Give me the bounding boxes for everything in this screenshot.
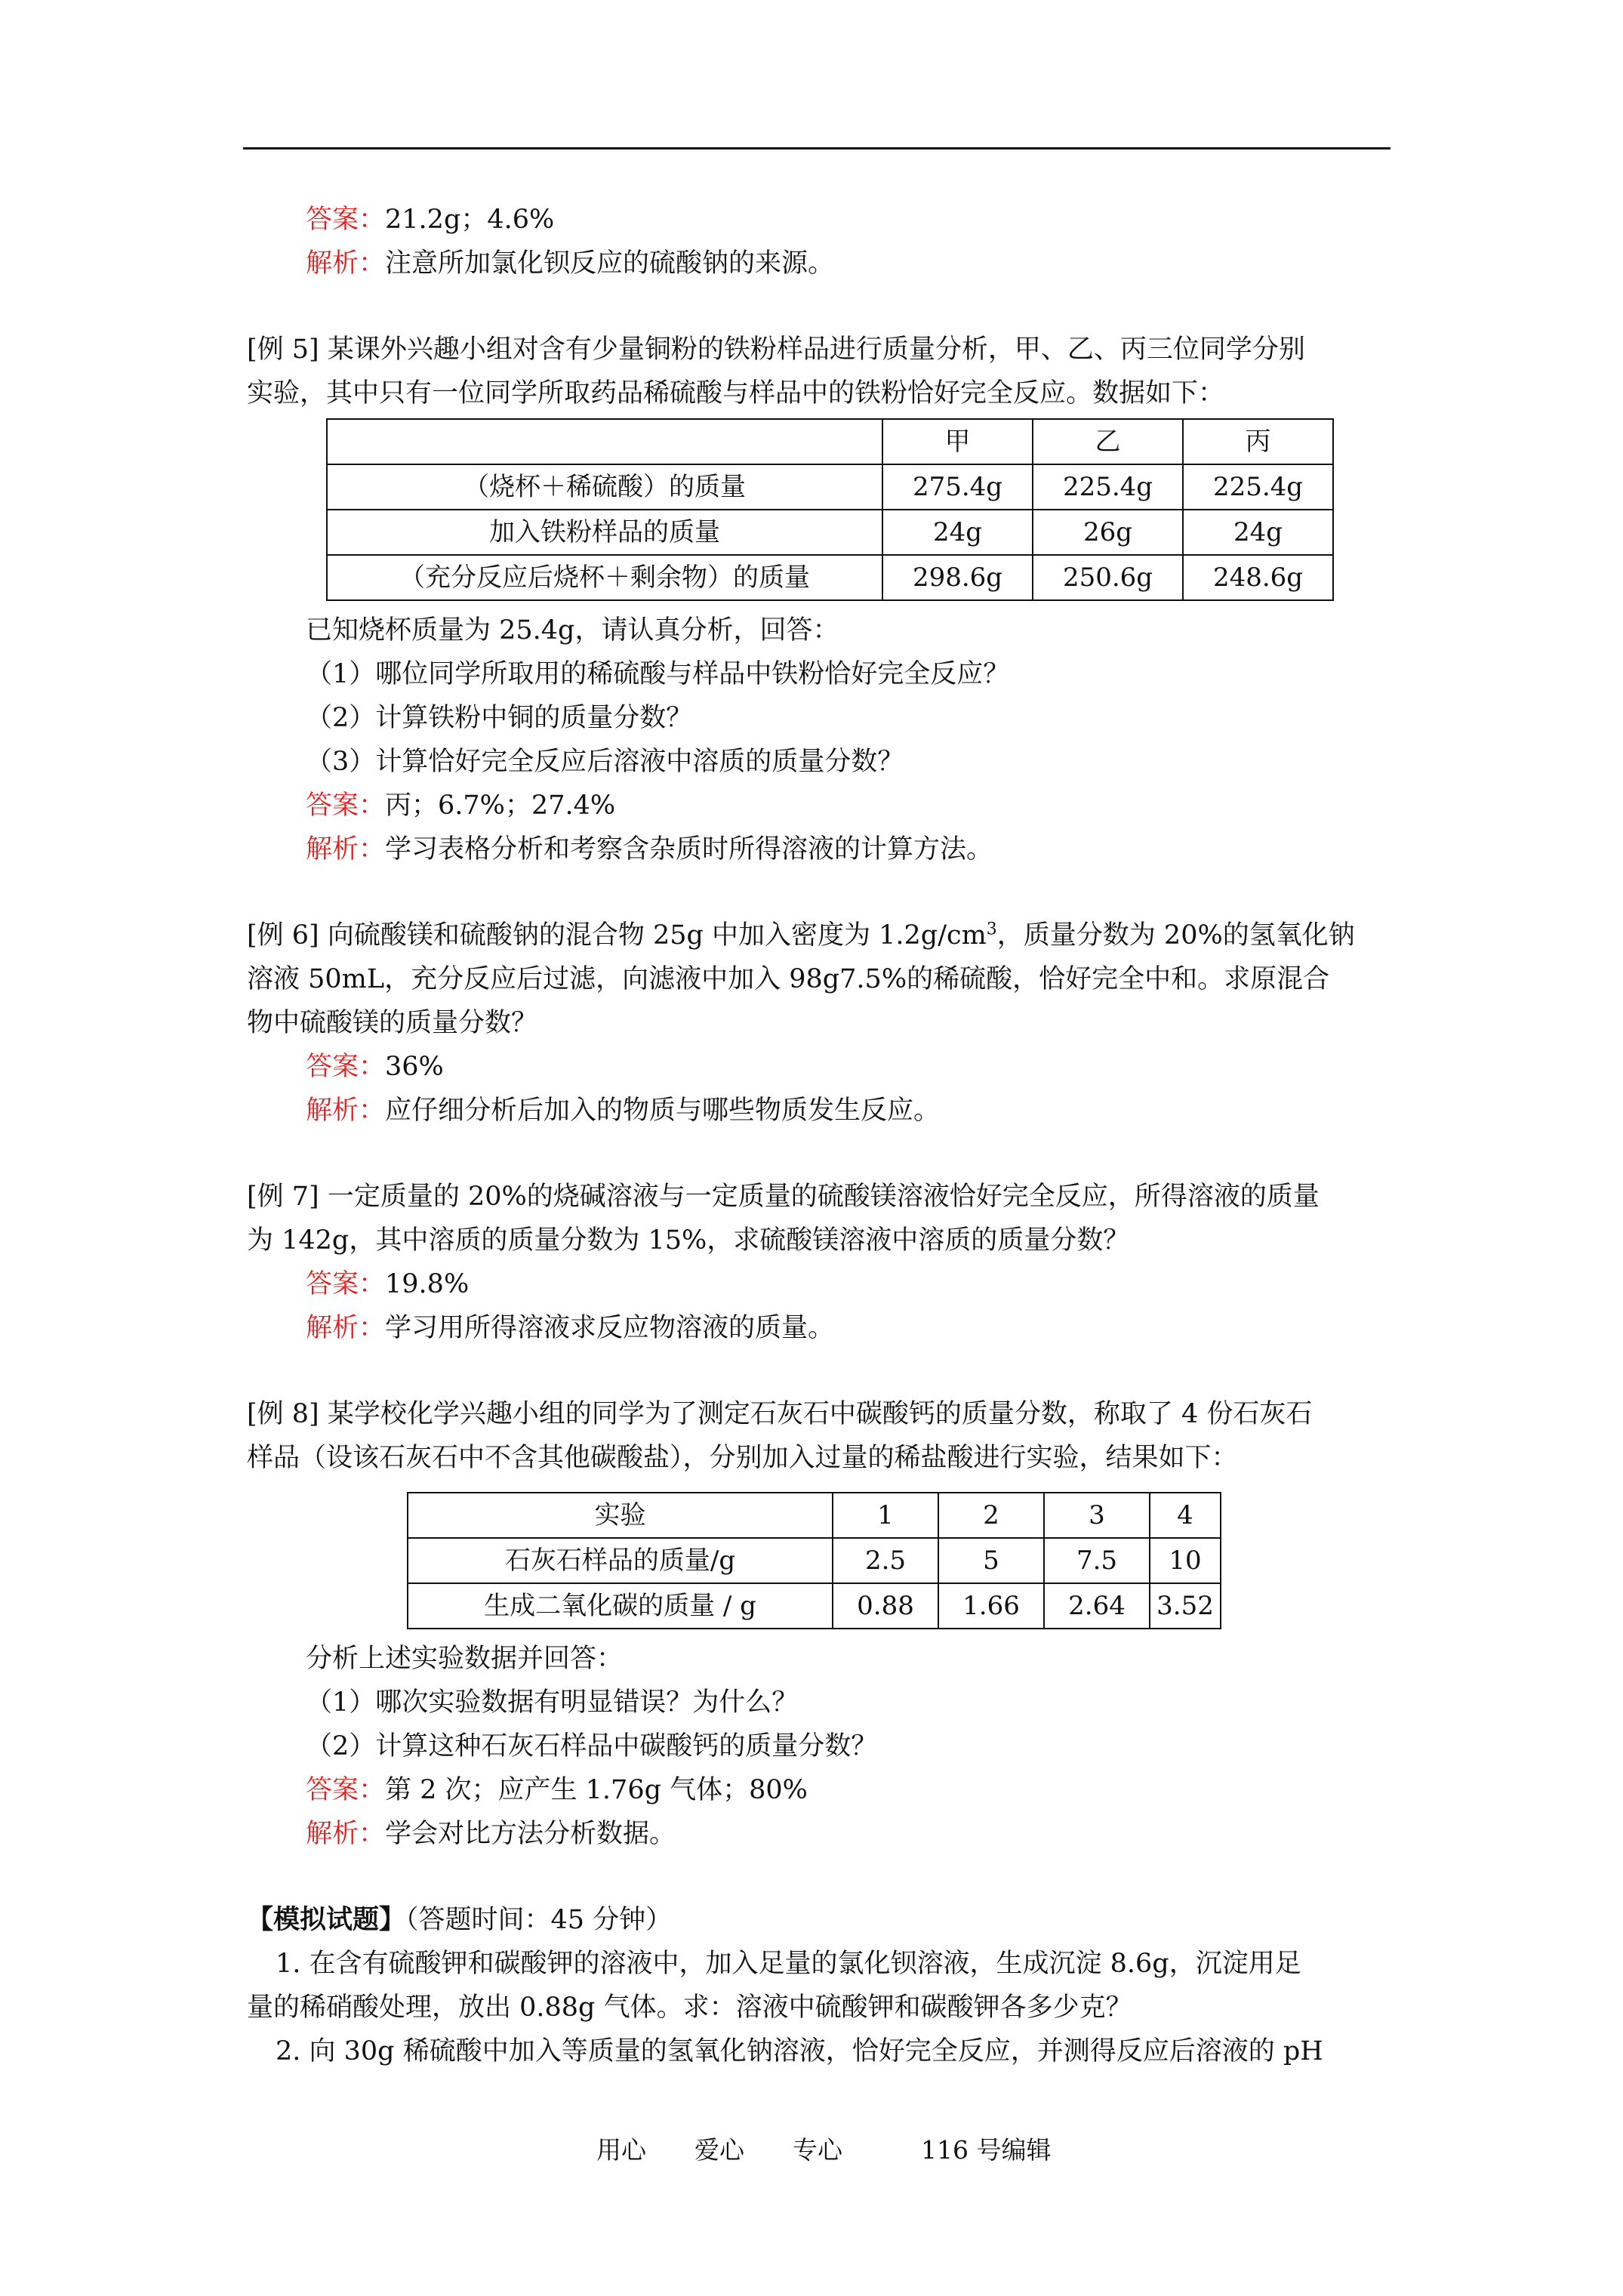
- ex7-line2: 为 142g，其中溶质的质量分数为 15%，求硫酸镁溶液中溶质的质量分数？: [247, 1225, 1130, 1256]
- table-row: [327, 555, 1333, 600]
- ex6-line3: 物中硫酸镁的质量分数？: [247, 1008, 538, 1038]
- ex6-line1-a: [例 6] 向硫酸镁和硫酸钠的混合物 25g 中加入密度为 1.2g/cm: [247, 920, 987, 951]
- ex5-analysis: [247, 827, 1398, 871]
- table-cell: 加入铁粉样品的质量: [327, 510, 882, 555]
- table-cell: 石灰石样品的质量/g: [408, 1538, 833, 1583]
- ex7-line1: [例 7] 一定质量的 20%的烧碱溶液与一定质量的硫酸镁溶液恰好完全反应，所得溶液的质量: [247, 1182, 1320, 1212]
- header-rule: [243, 147, 1390, 149]
- ex7-analysis: [247, 1306, 1398, 1350]
- analysis-text: 学习表格分析和考察含杂质时所得溶液的计算方法。: [385, 834, 993, 864]
- ex8-q0: 分析上述实验数据并回答：: [306, 1644, 624, 1674]
- ex5-q1: （1）哪位同学所取用的稀硫酸与样品中铁粉恰好完全反应？: [306, 659, 1010, 689]
- table-cell: 275.4g: [882, 464, 1033, 510]
- table-cell: 24g: [1183, 510, 1333, 555]
- ex6-answer: [247, 1045, 1398, 1089]
- analysis-label: 解析：: [306, 248, 386, 279]
- mock-title: 【模拟试题】: [247, 1904, 406, 1935]
- ex8-q2: （2）计算这种石灰石样品中碳酸钙的质量分数？: [306, 1731, 878, 1761]
- table-cell: 298.6g: [882, 555, 1033, 600]
- answer-text: 21.2g；4.6%: [385, 205, 555, 235]
- ex8-table: [407, 1492, 1221, 1629]
- page-footer: [596, 2131, 1051, 2166]
- table-row: [327, 464, 1333, 510]
- table-header-cell: 实验: [408, 1493, 833, 1538]
- footer-editor: 116 号编辑: [921, 2135, 1052, 2165]
- answer-label: 答案：: [306, 205, 386, 235]
- analysis-text: 应仔细分析后加入的物质与哪些物质发生反应。: [385, 1096, 941, 1126]
- table-header-row: [327, 419, 1333, 464]
- table-row: [408, 1538, 1221, 1583]
- ex6-line1-b: ，质量分数为 20%的氢氧化钠: [996, 920, 1355, 951]
- ex5-line1: [例 5] 某课外兴趣小组对含有少量铜粉的铁粉样品进行质量分析，甲、乙、丙三位同学分别: [247, 334, 1305, 365]
- table-header-cell: [327, 419, 882, 464]
- footer-text: 爱心: [694, 2135, 744, 2165]
- answer-label: 答案：: [306, 1052, 386, 1082]
- ex8-line1: [例 8] 某学校化学兴趣小组的同学为了测定石灰石中碳酸钙的质量分数，称取了 4 份石灰石: [247, 1399, 1313, 1429]
- ex5-q2: （2）计算铁粉中铜的质量分数？: [306, 703, 693, 733]
- answer-label: 答案：: [306, 1775, 386, 1805]
- table-cell: （充分反应后烧杯＋剩余物）的质量: [327, 555, 882, 600]
- table-header-cell: 1: [833, 1493, 938, 1538]
- ex8-line2: 样品（设该石灰石中不含其他碳酸盐），分别加入过量的稀盐酸进行实验，结果如下：: [247, 1443, 1238, 1473]
- mock-problem-2a: 2. 向 30g 稀硫酸中加入等质量的氢氧化钠溶液，恰好完全反应，并测得反应后溶液的 pH: [276, 2036, 1323, 2066]
- table-cell: 2.5: [833, 1538, 938, 1583]
- analysis-label: 解析：: [306, 1313, 386, 1343]
- analysis-label: 解析：: [306, 1819, 386, 1849]
- answer-text: 第 2 次；应产生 1.76g 气体；80%: [385, 1775, 808, 1805]
- ex8-answer: [247, 1768, 1398, 1812]
- ex7-answer: [247, 1262, 1398, 1306]
- answer-text: 19.8%: [385, 1269, 470, 1299]
- ex5-q3: （3）计算恰好完全反应后溶液中溶质的质量分数？: [306, 747, 904, 777]
- answer-label: 答案：: [306, 1269, 386, 1299]
- analysis-label: 解析：: [306, 834, 386, 864]
- analysis-text: 学习用所得溶液求反应物溶液的质量。: [385, 1313, 835, 1343]
- ex8-q1: （1）哪次实验数据有明显错误？为什么？: [306, 1687, 799, 1718]
- table-row: [327, 510, 1333, 555]
- table-cell: 0.88: [833, 1583, 938, 1629]
- table-cell: 10: [1150, 1538, 1221, 1583]
- table-cell: 1.66: [938, 1583, 1044, 1629]
- top-analysis: [247, 242, 1398, 285]
- table-cell: 250.6g: [1033, 555, 1183, 600]
- table-cell: 5: [938, 1538, 1044, 1583]
- answer-text: 丙；6.7%；27.4%: [385, 791, 616, 821]
- table-cell: 3.52: [1150, 1583, 1221, 1629]
- table-cell: （烧杯＋稀硫酸）的质量: [327, 464, 882, 510]
- table-cell: 2.64: [1044, 1583, 1150, 1629]
- ex6-analysis: [247, 1089, 1398, 1133]
- ex5-line2: 实验，其中只有一位同学所取药品稀硫酸与样品中的铁粉恰好完全反应。数据如下：: [247, 378, 1225, 408]
- table-cell: 生成二氧化碳的质量 / g: [408, 1583, 833, 1629]
- mock-time: （答题时间：45 分钟）: [405, 1905, 673, 1935]
- table-cell: 7.5: [1044, 1538, 1150, 1583]
- table-row: [408, 1583, 1221, 1629]
- table-cell: 26g: [1033, 510, 1183, 555]
- answer-label: 答案：: [306, 791, 386, 821]
- ex5-table: [326, 418, 1334, 601]
- table-header-cell: 2: [938, 1493, 1044, 1538]
- footer-text: 用心: [596, 2135, 646, 2165]
- table-header-cell: 丙: [1183, 419, 1333, 464]
- top-answer: [247, 198, 1398, 242]
- analysis-text: 注意所加氯化钡反应的硫酸钠的来源。: [385, 248, 835, 279]
- table-header-row: [408, 1493, 1221, 1538]
- ex8-analysis: [247, 1812, 1398, 1856]
- mock-problem-1a: 1. 在含有硫酸钾和碳酸钾的溶液中，加入足量的氯化钡溶液，生成沉淀 8.6g，沉淀用足: [276, 1949, 1301, 1979]
- mock-heading: [247, 1898, 1398, 1942]
- ex5-answer: [247, 784, 1398, 827]
- mock-problem-1b: 量的稀硝酸处理，放出 0.88g 气体。求：溶液中硫酸钾和碳酸钾各多少克？: [247, 1992, 1132, 2023]
- table-header-cell: 3: [1044, 1493, 1150, 1538]
- table-cell: 24g: [882, 510, 1033, 555]
- page-content: [247, 198, 1398, 2073]
- table-header-cell: 乙: [1033, 419, 1183, 464]
- table-cell: 225.4g: [1033, 464, 1183, 510]
- analysis-text: 学会对比方法分析数据。: [385, 1819, 676, 1849]
- table-header-cell: 4: [1150, 1493, 1221, 1538]
- answer-text: 36%: [385, 1052, 444, 1082]
- analysis-label: 解析：: [306, 1096, 386, 1126]
- ex5-q0: 已知烧杯质量为 25.4g，请认真分析，回答：: [306, 615, 839, 646]
- table-cell: 248.6g: [1183, 555, 1333, 600]
- table-header-cell: 甲: [882, 419, 1033, 464]
- table-cell: 225.4g: [1183, 464, 1333, 510]
- footer-text: 专心: [793, 2135, 842, 2165]
- ex6-superscript: 3: [986, 920, 997, 939]
- ex6-line2: 溶液 50mL，充分反应后过滤，向滤液中加入 98g7.5%的稀硫酸，恰好完全中和。求原混合: [247, 964, 1330, 994]
- ex6-line1: [247, 914, 1398, 957]
